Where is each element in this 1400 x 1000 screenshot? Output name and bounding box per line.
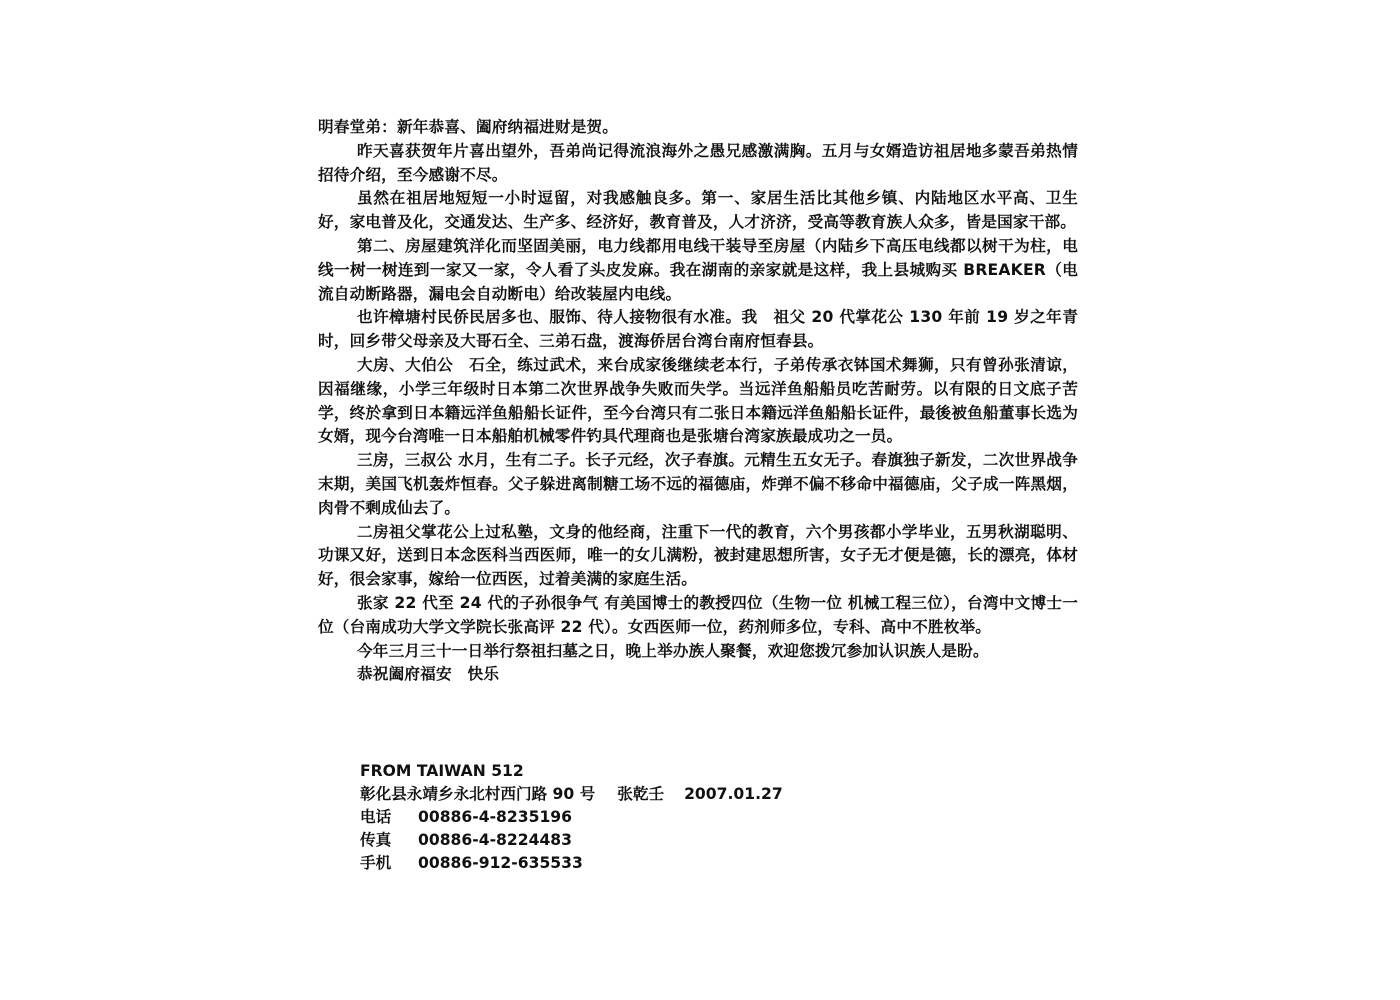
- sender-fax-line: [360, 829, 920, 852]
- phone-number: 00886-4-8235196: [418, 808, 572, 826]
- phone-label: 电话: [360, 808, 392, 826]
- fax-label: 传真: [360, 831, 392, 849]
- sender-phone-line: [360, 806, 920, 829]
- letter-paragraph: 也许樟塘村民侨民居多也、服饰、待人接物很有水准。我 祖父 20 代掌花公 130 年前 19 岁之年青时，回乡带父母亲及大哥石全、三弟石盘，渡海侨居台湾台南府恒春县。: [318, 308, 1078, 351]
- letter-greeting: 明春堂弟：新年恭喜、阖府纳福进财是贺。: [318, 118, 619, 136]
- fax-number: 00886-4-8224483: [418, 831, 572, 849]
- sender-info: [360, 760, 920, 875]
- mobile-number: 00886-912-635533: [418, 854, 583, 872]
- letter-paragraph: 今年三月三十一日举行祭祖扫墓之日，晚上举办族人聚餐，欢迎您拨冗参加认识族人是盼。: [357, 641, 989, 660]
- letter-date: 2007.01.27: [684, 785, 783, 803]
- sender-from-line: [360, 760, 920, 783]
- letter-paragraph: 二房祖父掌花公上过私塾，文身的他经商，注重下一代的教育，六个男孩都小学毕业，五男秋湖聪明、功课又好，送到日本念医科当西医师，唯一的女儿满粉，被封建思想所害，女子无才便是德，长的漂亮，体材好，很会家事，嫁给一位西医，过着美满的家庭生活。: [318, 522, 1078, 589]
- sender-mobile-line: [360, 852, 920, 875]
- sender-address-line: [360, 783, 920, 806]
- letter-paragraph: 三房，三叔公 水月，生有二子。长子元经，次子春旗。元精生五女无子。春旗独子新发，二次世界战争末期，美国飞机轰炸恒春。父子躲进离制糖工场不远的福德庙，炸弹不偏不移命中福德庙，父子成一阵黑烟，肉骨不剩成仙去了。: [318, 451, 1078, 517]
- letter-paragraph: 昨天喜获贺年片喜出望外，吾弟尚记得流浪海外之愚兄感激满胸。五月与女婿造访祖居地多蒙吾弟热情招待介绍，至今感谢不尽。: [318, 141, 1078, 184]
- mobile-label: 手机: [360, 854, 392, 872]
- letter-paragraph: 虽然在祖居地短短一小时逗留，对我感触良多。第一、家居生活比其他乡镇、内陆地区水平高、卫生好，家电普及化，交通发达、生产多、经济好，教育普及，人才济济，受高等教育族人众多，皆是国家干部。: [318, 189, 1078, 232]
- sender-address: 彰化县永靖乡永北村西门路 90 号: [360, 785, 596, 803]
- letter-closing: 恭祝阖府福安 快乐: [357, 665, 500, 684]
- letter-paragraph: 第二、房屋建筑洋化而坚固美丽，电力线都用电线干装导至房屋（内陆乡下高压电线都以树干为柱，电线一树一树连到一家又一家，令人看了头皮发麻。我在湖南的亲家就是这样，我上县城购买 BREAKER（电流自动断路器，漏电会自动断电）给改装屋内电线。: [318, 236, 1078, 303]
- letter-paragraph: 张家 22 代至 24 代的子孙很争气 有美国博士的教授四位（生物一位 机械工程三位），台湾中文博士一位（台南成功大学文学院长张高评 22 代）。女西医师一位，药剂师多位，专科、高中不胜枚举。: [318, 593, 1078, 636]
- sender-from: FROM TAIWAN 512: [360, 762, 524, 780]
- letter-paragraph: 大房、大伯公 石全，练过武术，来台成家後继续老本行，子弟传承衣钵国术舞狮，只有曾孙张清谅，因福继缘，小学三年级时日本第二次世界战争失败而失学。当远洋鱼船船员吃苦耐劳。以有限的日文底子苦学，终於拿到日本籍远洋鱼船船长证件，至今台湾只有二张日本籍远洋鱼船船长证件，最後被鱼船董事长选为女婿，现今台湾唯一日本船舶机械零件钓具代理商也是张塘台湾家族最成功之一员。: [318, 355, 1078, 446]
- letter-body: [318, 116, 1078, 687]
- sender-name: 张乾壬: [617, 785, 665, 803]
